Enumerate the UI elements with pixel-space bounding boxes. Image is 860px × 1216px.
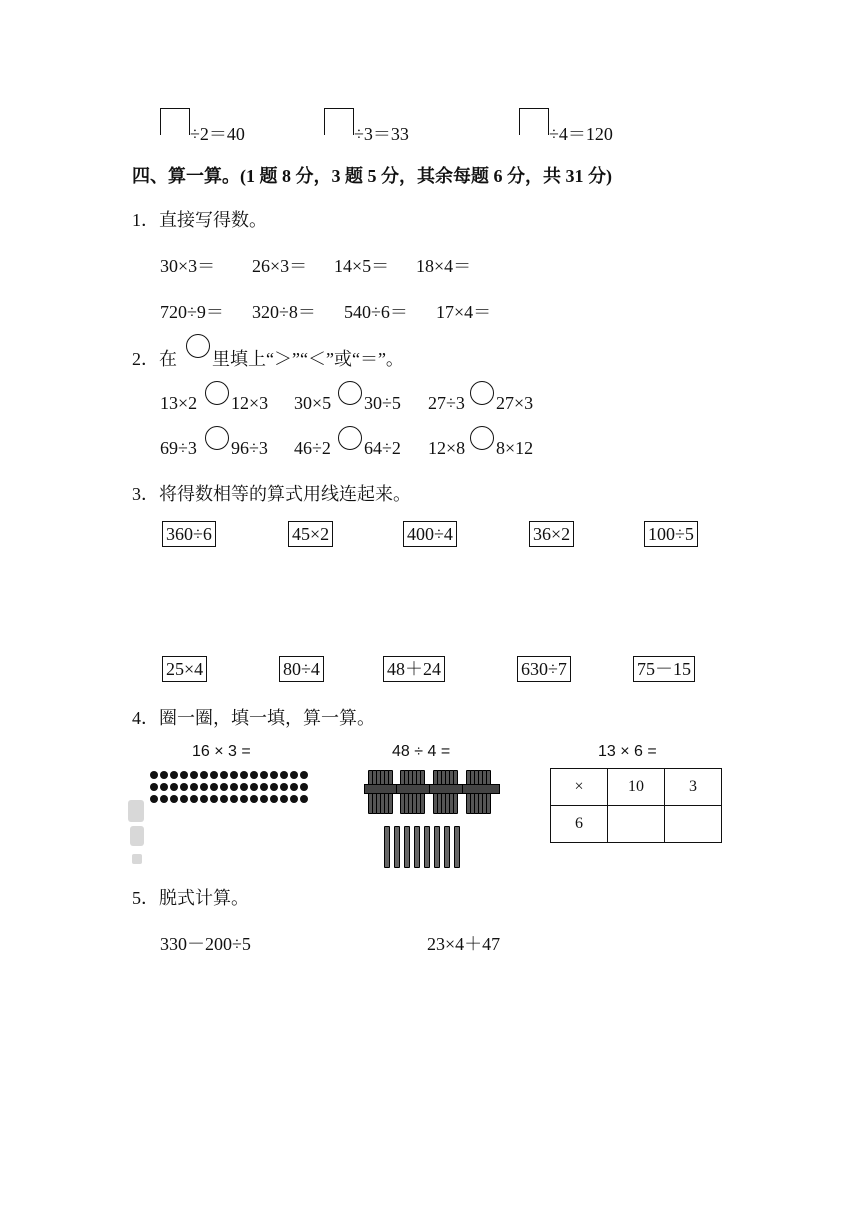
- multiplication-table: [550, 768, 722, 843]
- q2-right: 12×3: [231, 393, 269, 413]
- dot: [300, 783, 308, 791]
- dot: [250, 771, 258, 779]
- dot: [210, 783, 218, 791]
- q3-title: 3．将得数相等的算式用线连起来。: [132, 484, 411, 504]
- dot: [170, 771, 178, 779]
- match-box-bottom[interactable]: 48＋24: [383, 656, 445, 682]
- dot: [150, 783, 158, 791]
- answer-box-2[interactable]: [324, 108, 354, 135]
- q2-left: 46÷2: [294, 438, 331, 458]
- q2-title-post: 里填上“＞”“＜”或“＝”。: [212, 349, 404, 369]
- dot: [200, 795, 208, 803]
- dot: [180, 795, 188, 803]
- dot: [220, 783, 228, 791]
- match-box-bottom[interactable]: 25×4: [162, 656, 207, 682]
- loose-stick: [384, 826, 390, 868]
- dot: [210, 795, 218, 803]
- dot: [250, 783, 258, 791]
- stick-bundle: [400, 770, 428, 814]
- dot: [160, 783, 168, 791]
- q1-item: 30×3＝: [160, 256, 216, 276]
- label-multiply-13x6: 13 × 6 =: [598, 743, 657, 760]
- scan-artifact: [132, 854, 142, 864]
- dot: [150, 771, 158, 779]
- q2-right: 8×12: [496, 438, 534, 458]
- dot: [240, 771, 248, 779]
- match-box-bottom[interactable]: 630÷7: [517, 656, 571, 682]
- section-heading: 四、算一算。(1 题 8 分，3 题 5 分，其余每题 6 分，共 31 分): [132, 166, 612, 186]
- compare-circle[interactable]: [205, 426, 229, 450]
- compare-circle[interactable]: [205, 381, 229, 405]
- table-header-cell: 10: [608, 769, 665, 806]
- answer-box-1[interactable]: [160, 108, 190, 135]
- dot: [250, 795, 258, 803]
- q2-right: 27×3: [496, 393, 534, 413]
- dot: [270, 783, 278, 791]
- dot: [200, 783, 208, 791]
- dot: [240, 795, 248, 803]
- equation-2: ÷3＝33: [354, 124, 409, 144]
- dot: [220, 771, 228, 779]
- q1-item: 540÷6＝: [344, 302, 408, 322]
- q2-left: 27÷3: [428, 393, 465, 413]
- q2-right: 30÷5: [364, 393, 401, 413]
- match-box-bottom[interactable]: 80÷4: [279, 656, 324, 682]
- loose-stick: [404, 826, 410, 868]
- stick-bundle: [433, 770, 461, 814]
- q2-left: 12×8: [428, 438, 466, 458]
- dot: [240, 783, 248, 791]
- dot: [230, 771, 238, 779]
- compare-circle[interactable]: [338, 381, 362, 405]
- q1-item: 720÷9＝: [160, 302, 224, 322]
- dot: [230, 783, 238, 791]
- scan-artifact: [128, 800, 144, 822]
- dot: [180, 783, 188, 791]
- q1-item: 14×5＝: [334, 256, 390, 276]
- answer-box-3[interactable]: [519, 108, 549, 135]
- loose-stick: [414, 826, 420, 868]
- stick-bundle: [368, 770, 396, 814]
- dot: [290, 771, 298, 779]
- dot-row: [150, 782, 308, 792]
- q4-title: 4．圈一圈，填一填，算一算。: [132, 708, 375, 728]
- dot: [220, 795, 228, 803]
- table-row-label: 6: [551, 806, 608, 843]
- match-box-top[interactable]: 45×2: [288, 521, 333, 547]
- dot: [190, 795, 198, 803]
- dot: [280, 795, 288, 803]
- table-header-cell: 3: [665, 769, 722, 806]
- label-divide-48by4: 48 ÷ 4 =: [392, 743, 451, 760]
- match-box-top[interactable]: 360÷6: [162, 521, 216, 547]
- scan-artifact: [130, 826, 144, 846]
- dot-row: [150, 794, 308, 804]
- dot: [270, 771, 278, 779]
- loose-stick: [394, 826, 400, 868]
- dot: [280, 771, 288, 779]
- dot: [300, 795, 308, 803]
- dot: [260, 771, 268, 779]
- dot: [170, 795, 178, 803]
- match-box-top[interactable]: 100÷5: [644, 521, 698, 547]
- dot: [260, 795, 268, 803]
- dot: [280, 783, 288, 791]
- table-answer-cell[interactable]: [665, 806, 722, 843]
- q5-title: 5．脱式计算。: [132, 888, 249, 908]
- loose-stick: [424, 826, 430, 868]
- compare-circle[interactable]: [470, 426, 494, 450]
- dot-row: [150, 770, 308, 780]
- q2-left: 30×5: [294, 393, 332, 413]
- dot: [160, 795, 168, 803]
- q1-item: 320÷8＝: [252, 302, 316, 322]
- loose-stick: [444, 826, 450, 868]
- bundle-band: [462, 784, 500, 794]
- stick-bundle: [466, 770, 494, 814]
- dot: [270, 795, 278, 803]
- dot: [180, 771, 188, 779]
- q1-item: 26×3＝: [252, 256, 308, 276]
- dot: [190, 771, 198, 779]
- dot: [160, 771, 168, 779]
- dot: [290, 795, 298, 803]
- loose-stick: [454, 826, 460, 868]
- match-box-top[interactable]: 400÷4: [403, 521, 457, 547]
- equation-3: ÷4＝120: [549, 124, 613, 144]
- dot: [170, 783, 178, 791]
- q5-expression: 330－200÷5: [160, 934, 251, 954]
- q2-title-pre: 2．在: [132, 349, 177, 369]
- dot: [290, 783, 298, 791]
- q2-right: 64÷2: [364, 438, 401, 458]
- q1-title: 1．直接写得数。: [132, 210, 267, 230]
- dot: [200, 771, 208, 779]
- equation-1: ÷2＝40: [190, 124, 245, 144]
- q2-left: 13×2: [160, 393, 198, 413]
- table-answer-cell[interactable]: [608, 806, 665, 843]
- q1-item: 17×4＝: [436, 302, 492, 322]
- dot: [300, 771, 308, 779]
- dot: [260, 783, 268, 791]
- loose-stick: [434, 826, 440, 868]
- dot: [210, 771, 218, 779]
- q5-expression: 23×4＋47: [427, 934, 501, 954]
- q1-item: 18×4＝: [416, 256, 472, 276]
- q2-right: 96÷3: [231, 438, 268, 458]
- compare-circle-sample: [186, 334, 210, 358]
- dot: [190, 783, 198, 791]
- match-box-bottom[interactable]: 75－15: [633, 656, 695, 682]
- compare-circle[interactable]: [470, 381, 494, 405]
- compare-circle[interactable]: [338, 426, 362, 450]
- table-header-cell: ×: [551, 769, 608, 806]
- match-box-top[interactable]: 36×2: [529, 521, 574, 547]
- dot: [230, 795, 238, 803]
- label-multiply-16x3: 16 × 3 =: [192, 743, 251, 760]
- dot: [150, 795, 158, 803]
- q2-left: 69÷3: [160, 438, 197, 458]
